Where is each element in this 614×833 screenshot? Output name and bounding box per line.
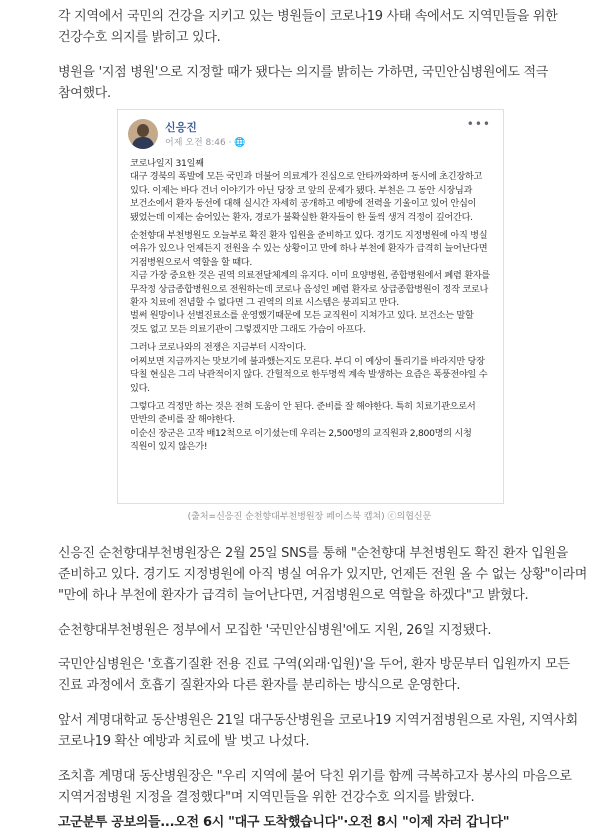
avatar[interactable] [128, 119, 158, 149]
article-paragraph-1: 각 지역에서 국민의 건강을 지키고 있는 병원들이 코로나19 사태 속에서도 지역민들을 위한 건강수호 의지를 밝히고 있다. [58, 9, 558, 45]
article-paragraph-3: 신응진 순천향대부천병원장은 2월 25일 SNS를 통해 "순천향대 부천병원도 확진 환자 입원을 준비하고 있다. 경기도 지정병원에 아직 병실 여유가 있지만, 언제든 전원 올 수 없는 상황"이라며 "만에 하나 부천에 환자가 급격히 늘어난다면, 거점병원으로 역할을 하겠다"고 밝혔다. [58, 546, 587, 603]
article-paragraph-5: 국민안심병원은 '호흡기질환 전용 진료 구역(외래·입원)'을 두어, 환자 방문부터 입원까지 모든 진료 과정에서 호흡기 질환자와 다른 환자를 분리하는 방식으로 운영한다. [58, 657, 570, 693]
article-paragraph-7: 조치흠 계명대 동산병원장은 "우리 지역에 불어 닥친 위기를 함께 극복하고자 봉사의 마음으로 지역거점병원 지정을 결정했다"며 지역민들을 위한 건강수호 의지를 밝혔다. [58, 769, 572, 805]
image-caption: (출처=신응진 순천향대부천병원장 페이스북 캡쳐) ⓒ의협신문 [187, 512, 432, 522]
facebook-post-embed[interactable] [117, 109, 504, 504]
post-paragraph: 순천향대 부천병원도 오늘부로 확진 환자 입원을 준비하고 있다. 경기도 지정병원에 아직 병실 여유가 있으나 언제든지 전원을 수 있는 상황이고 만에 하나 부천에 환자가 급격히 늘어난다면 거점병원으로서 역할을 할 때다. 지금 가장 중요한 것은 권역 의료전달체계의 유지다. 이미 요양병원, 종합병원에서 폐렴 환자를 무작정 상급종합병원으로 전원하는데 코로나 음성인 폐렴 환자로 상급종합병원이 정작 코로나 환자 치료에 전념할 수 없다면 그 권역의 의료 시스템은 붕괴되고 만다. 벌써 원망이나 선별진료소를 운영했기때문에 모든 교직원이 지쳐가고 있다. 보건소는 말할 것도 없고 모든 의료기관이 그렇겠지만 그래도 가슴이 아프다. [130, 230, 490, 335]
article-paragraph-2: 병원을 '지점 병원'으로 지정할 때가 됐다는 의지를 밝히는 가하면, 국민안심병원에도 적극 참여했다. [58, 65, 548, 101]
post-paragraph: 코로나일지 31일째 대구 경북의 폭발에 모든 국민과 더불어 의료계가 진심으로 안타까와하며 동시에 초긴장하고 있다. 이제는 바다 건너 이야기가 아닌 당장 코 앞의 문제가 됐다. 부천은 그 동안 시장님과 보건소에서 환자 동선에 대해 실시간 자세히 공개하고 예방에 전력을 기울이고 있어 안심이 됐었는데 이제는 숨어있는 환자, 경로가 불확실한 환자들이 한 둘씩 생겨 걱정이 깊어간다. [130, 158, 483, 223]
post-paragraph: 그러나 코로나와의 전쟁은 지금부터 시작이다. 어찌보면 지금까지는 맛보기에 불과했는지도 모른다. 부디 이 예상이 틀리기를 바라지만 당장 닥칠 현실은 그리 낙관적이지 않다. 간헐적으로 한두명씩 계속 발생하는 요즘은 폭풍전야일 수 있다. [130, 342, 488, 394]
post-paragraph: 그렇다고 걱정만 하는 것은 전혀 도움이 안 된다. 준비를 잘 해야한다. 특히 치료기관으로서 만반의 준비를 잘 해야한다. 이순신 장군은 고작 배12척으로 이기셨는데 우리는 2,500명의 교직원과 2,800명의 시청 직원이 있지 않은가! [130, 400, 476, 453]
more-options-icon[interactable]: ••• [466, 117, 491, 131]
post-timestamp[interactable]: 어제 오전 8:46 · 🌐 [165, 138, 246, 148]
facebook-post-body [130, 157, 490, 459]
article-paragraph-6: 앞서 계명대학교 동산병원은 21일 대구동산병원을 코로나19 지역거점병원으로 자원, 지역사회 코로나19 확산 예방과 치료에 발 벗고 나섰다. [58, 713, 578, 749]
facebook-post-header [128, 119, 493, 153]
article-paragraph-4: 순천향대부천병원은 정부에서 모집한 '국민안심병원'에도 지원, 26일 지정됐다. [58, 623, 492, 638]
post-author-name[interactable]: 신응진 [165, 121, 197, 134]
related-article-link[interactable]: 고군분투 공보의들...오전 6시 "대구 도착했습니다"·오전 8시 "이제 자러 갑니다" [58, 815, 510, 830]
globe-icon: 🌐 [234, 138, 246, 148]
